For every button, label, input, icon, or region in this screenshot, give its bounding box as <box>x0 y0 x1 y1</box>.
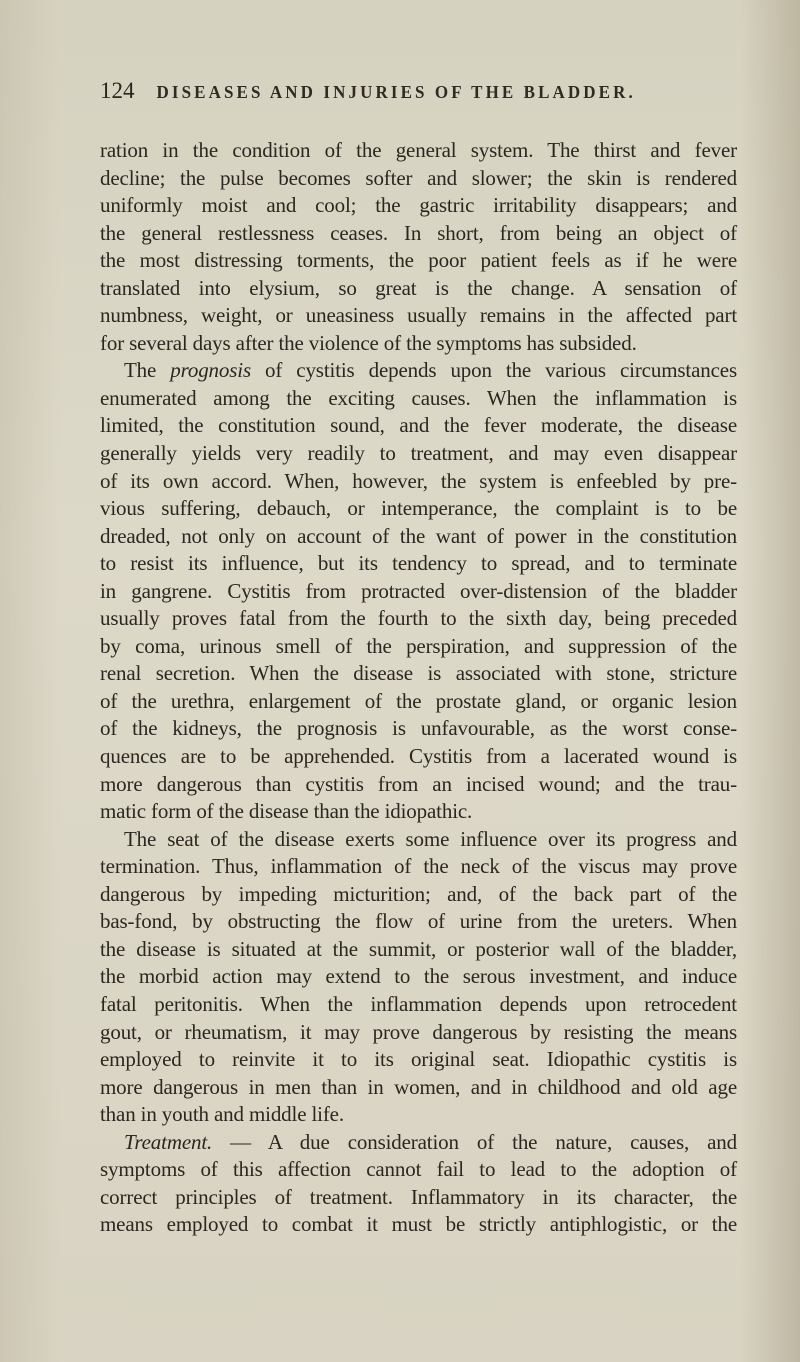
text-line: by coma, urinous smell of the perspiration, and suppression of the <box>100 633 737 658</box>
text-line: of the kidneys, the prognosis is unfavourable, as the worst conse- <box>100 716 737 741</box>
text-line: quences are to be apprehended. Cystitis from a lacerated wound is <box>100 744 737 769</box>
text-line: of its own accord. When, however, the system is enfeebled by pre- <box>100 468 737 493</box>
text-line: usually proves fatal from the fourth to the sixth day, being preceded <box>100 606 737 631</box>
italic-term: Treatment. <box>124 1129 213 1154</box>
text-line: fatal peritonitis. When the inflammation depends upon retrocedent <box>100 991 737 1016</box>
text-line: in gangrene. Cystitis from protracted over-distension of the bladder <box>100 578 737 603</box>
text-line: termination. Thus, inflammation of the neck of the viscus may prove <box>100 854 737 879</box>
text-line: means employed to combat it must be strictly antiphlogistic, or the <box>100 1212 737 1237</box>
text-line: to resist its influence, but its tendency to spread, and to terminate <box>100 551 737 576</box>
text-line: the morbid action may extend to the serous investment, and induce <box>100 964 737 989</box>
text-line: than in youth and middle life. <box>100 1102 344 1127</box>
paragraph-start-seat: The seat of the disease exerts some influence over its progress and <box>124 826 737 851</box>
text-line: more dangerous than cystitis from an incised wound; and the trau- <box>100 771 737 796</box>
italic-term: prognosis <box>170 358 251 383</box>
text-line: uniformly moist and cool; the gastric irritability disappears; and <box>100 193 737 218</box>
text-line: the most distressing torments, the poor patient feels as if he were <box>100 248 737 273</box>
running-head <box>100 78 740 112</box>
text-line: decline; the pulse becomes softer and slower; the skin is rendered <box>100 165 737 190</box>
text-line: ration in the condition of the general system. The thirst and fever <box>100 138 737 162</box>
text-line: dreaded, not only on account of the want of power in the constitution <box>100 523 737 548</box>
body-text <box>100 137 737 1239</box>
text-line: for several days after the violence of the symptoms has subsided. <box>100 330 637 355</box>
text-line: gout, or rheumatism, it may prove dangerous by resisting the means <box>100 1019 737 1044</box>
text-line: renal secretion. When the disease is associated with stone, stricture <box>100 661 737 686</box>
text-line: of the urethra, enlargement of the prostate gland, or organic lesion <box>100 688 737 713</box>
text-line: employed to reinvite it to its original seat. Idiopathic cystitis is <box>100 1047 737 1072</box>
text-line: vious suffering, debauch, or intemperance, the complaint is to be <box>100 496 737 521</box>
text-line: numbness, weight, or uneasiness usually remains in the affected part <box>100 303 737 328</box>
text-line: translated into elysium, so great is the change. A sensation of <box>100 275 737 300</box>
text-line: enumerated among the exciting causes. When the inflammation is <box>100 385 737 410</box>
text-line: the disease is situated at the summit, or posterior wall of the bladder, <box>100 936 737 961</box>
paragraph-start-treatment: Treatment. — A due consideration of the nature, causes, and <box>124 1129 737 1154</box>
text-line: correct principles of treatment. Inflammatory in its character, the <box>100 1184 737 1209</box>
text-line: generally yields very readily to treatment, and may even disappear <box>100 441 737 466</box>
running-title: DISEASES AND INJURIES OF THE BLADDER. <box>156 82 636 103</box>
text-line: bas-fond, by obstructing the flow of urine from the ureters. When <box>100 909 737 934</box>
text-line: more dangerous in men than in women, and in childhood and old age <box>100 1074 737 1099</box>
text-line: symptoms of this affection cannot fail to lead to the adoption of <box>100 1157 737 1182</box>
text-line: the general restlessness ceases. In short, from being an object of <box>100 220 737 245</box>
paragraph-start-prognosis: The prognosis of cystitis depends upon the various circumstances <box>124 358 737 383</box>
text-line: limited, the constitution sound, and the fever moderate, the disease <box>100 413 737 438</box>
page-number: 124 <box>100 78 135 103</box>
text-line: matic form of the disease than the idiopathic. <box>100 799 473 824</box>
text-line: dangerous by impeding micturition; and, of the back part of the <box>100 881 737 906</box>
